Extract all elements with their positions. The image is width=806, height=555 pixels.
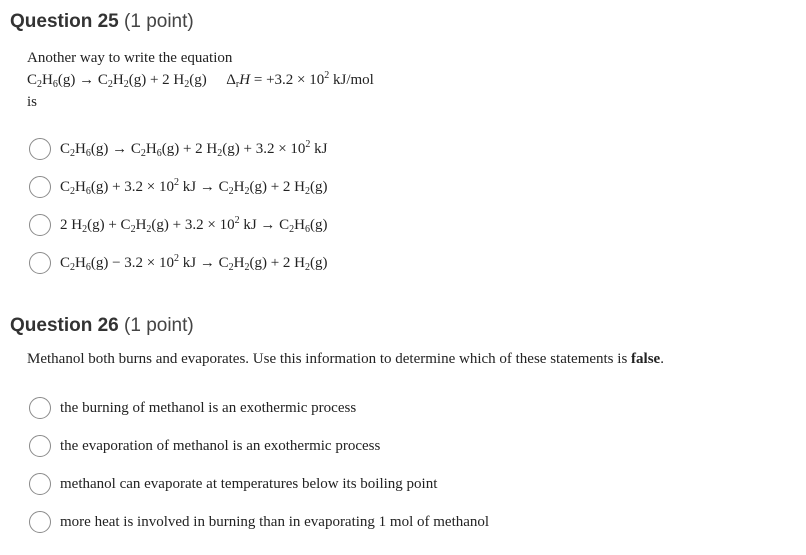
question-number: Question 26 xyxy=(10,315,119,336)
prompt-emphasis: false xyxy=(631,351,661,367)
question-25-prompt-line: is xyxy=(27,94,38,110)
radio-button[interactable] xyxy=(29,435,51,457)
option-label: $C_2H_6(g) + 3.2 \times 10^2$ kJ → $C_2H_2(g) + 2$ $H_2(g)$ xyxy=(60,177,328,197)
question-points: (1 point) xyxy=(124,315,194,336)
answer-option[interactable] xyxy=(29,472,437,496)
prompt-text: . xyxy=(660,351,664,367)
question-25-equation xyxy=(27,70,374,90)
equation-text: $C_2H_2(g)$ xyxy=(97,72,147,90)
equation-text: + 2 $H_2(g)$ xyxy=(149,72,207,90)
answer-option[interactable] xyxy=(29,251,328,275)
option-label: 2 $H_2(g) + C_2H_2(g) + 3.2 \times 10^2$ kJ → $C_2H_6(g)$ xyxy=(60,215,328,235)
radio-button[interactable] xyxy=(29,252,51,274)
radio-button[interactable] xyxy=(29,214,51,236)
equation-text: $C_2H_6(g)$ xyxy=(27,72,76,90)
question-26-prompt xyxy=(27,349,664,369)
arrow: → xyxy=(79,72,95,88)
question-25-prompt-line: Another way to write the equation xyxy=(27,50,233,66)
option-label: methanol can evaporate at temperatures below its boiling point xyxy=(60,476,438,492)
question-points: (1 point) xyxy=(124,11,194,32)
radio-button[interactable] xyxy=(29,473,51,495)
answer-option[interactable] xyxy=(29,396,356,420)
answer-option[interactable] xyxy=(29,213,328,237)
option-label: $C_2H_6(g) - 3.2 \times 10^2$ kJ → $C_2H_2(g) + 2$ $H_2(g)$ xyxy=(60,253,328,273)
radio-button[interactable] xyxy=(29,138,51,160)
answer-option[interactable] xyxy=(29,175,328,199)
option-label: more heat is involved in burning than in evaporating 1 mol of methanol xyxy=(60,514,490,530)
question-25-header xyxy=(10,11,194,33)
answer-option[interactable] xyxy=(29,510,489,534)
radio-button[interactable] xyxy=(29,176,51,198)
question-number: Question 25 xyxy=(10,11,119,32)
prompt-text: Methanol both burns and evaporates. Use this information to determine which of these statements is xyxy=(27,351,632,367)
answer-option[interactable] xyxy=(29,137,328,161)
question-26-header xyxy=(10,315,194,337)
answer-option[interactable] xyxy=(29,434,380,458)
option-label: $C_2H_6(g) \to C_2H_6(g) + 2$ $H_2(g) + 3.2 \times 10^2$ kJ xyxy=(60,139,328,159)
option-label: the burning of methanol is an exothermic process xyxy=(60,400,357,416)
radio-button[interactable] xyxy=(29,511,51,533)
option-label: the evaporation of methanol is an exothermic process xyxy=(60,438,381,454)
radio-button[interactable] xyxy=(29,397,51,419)
enthalpy-change: $\Delta_rH = +3.2 \times 10^2$ kJ/mol xyxy=(226,70,374,90)
